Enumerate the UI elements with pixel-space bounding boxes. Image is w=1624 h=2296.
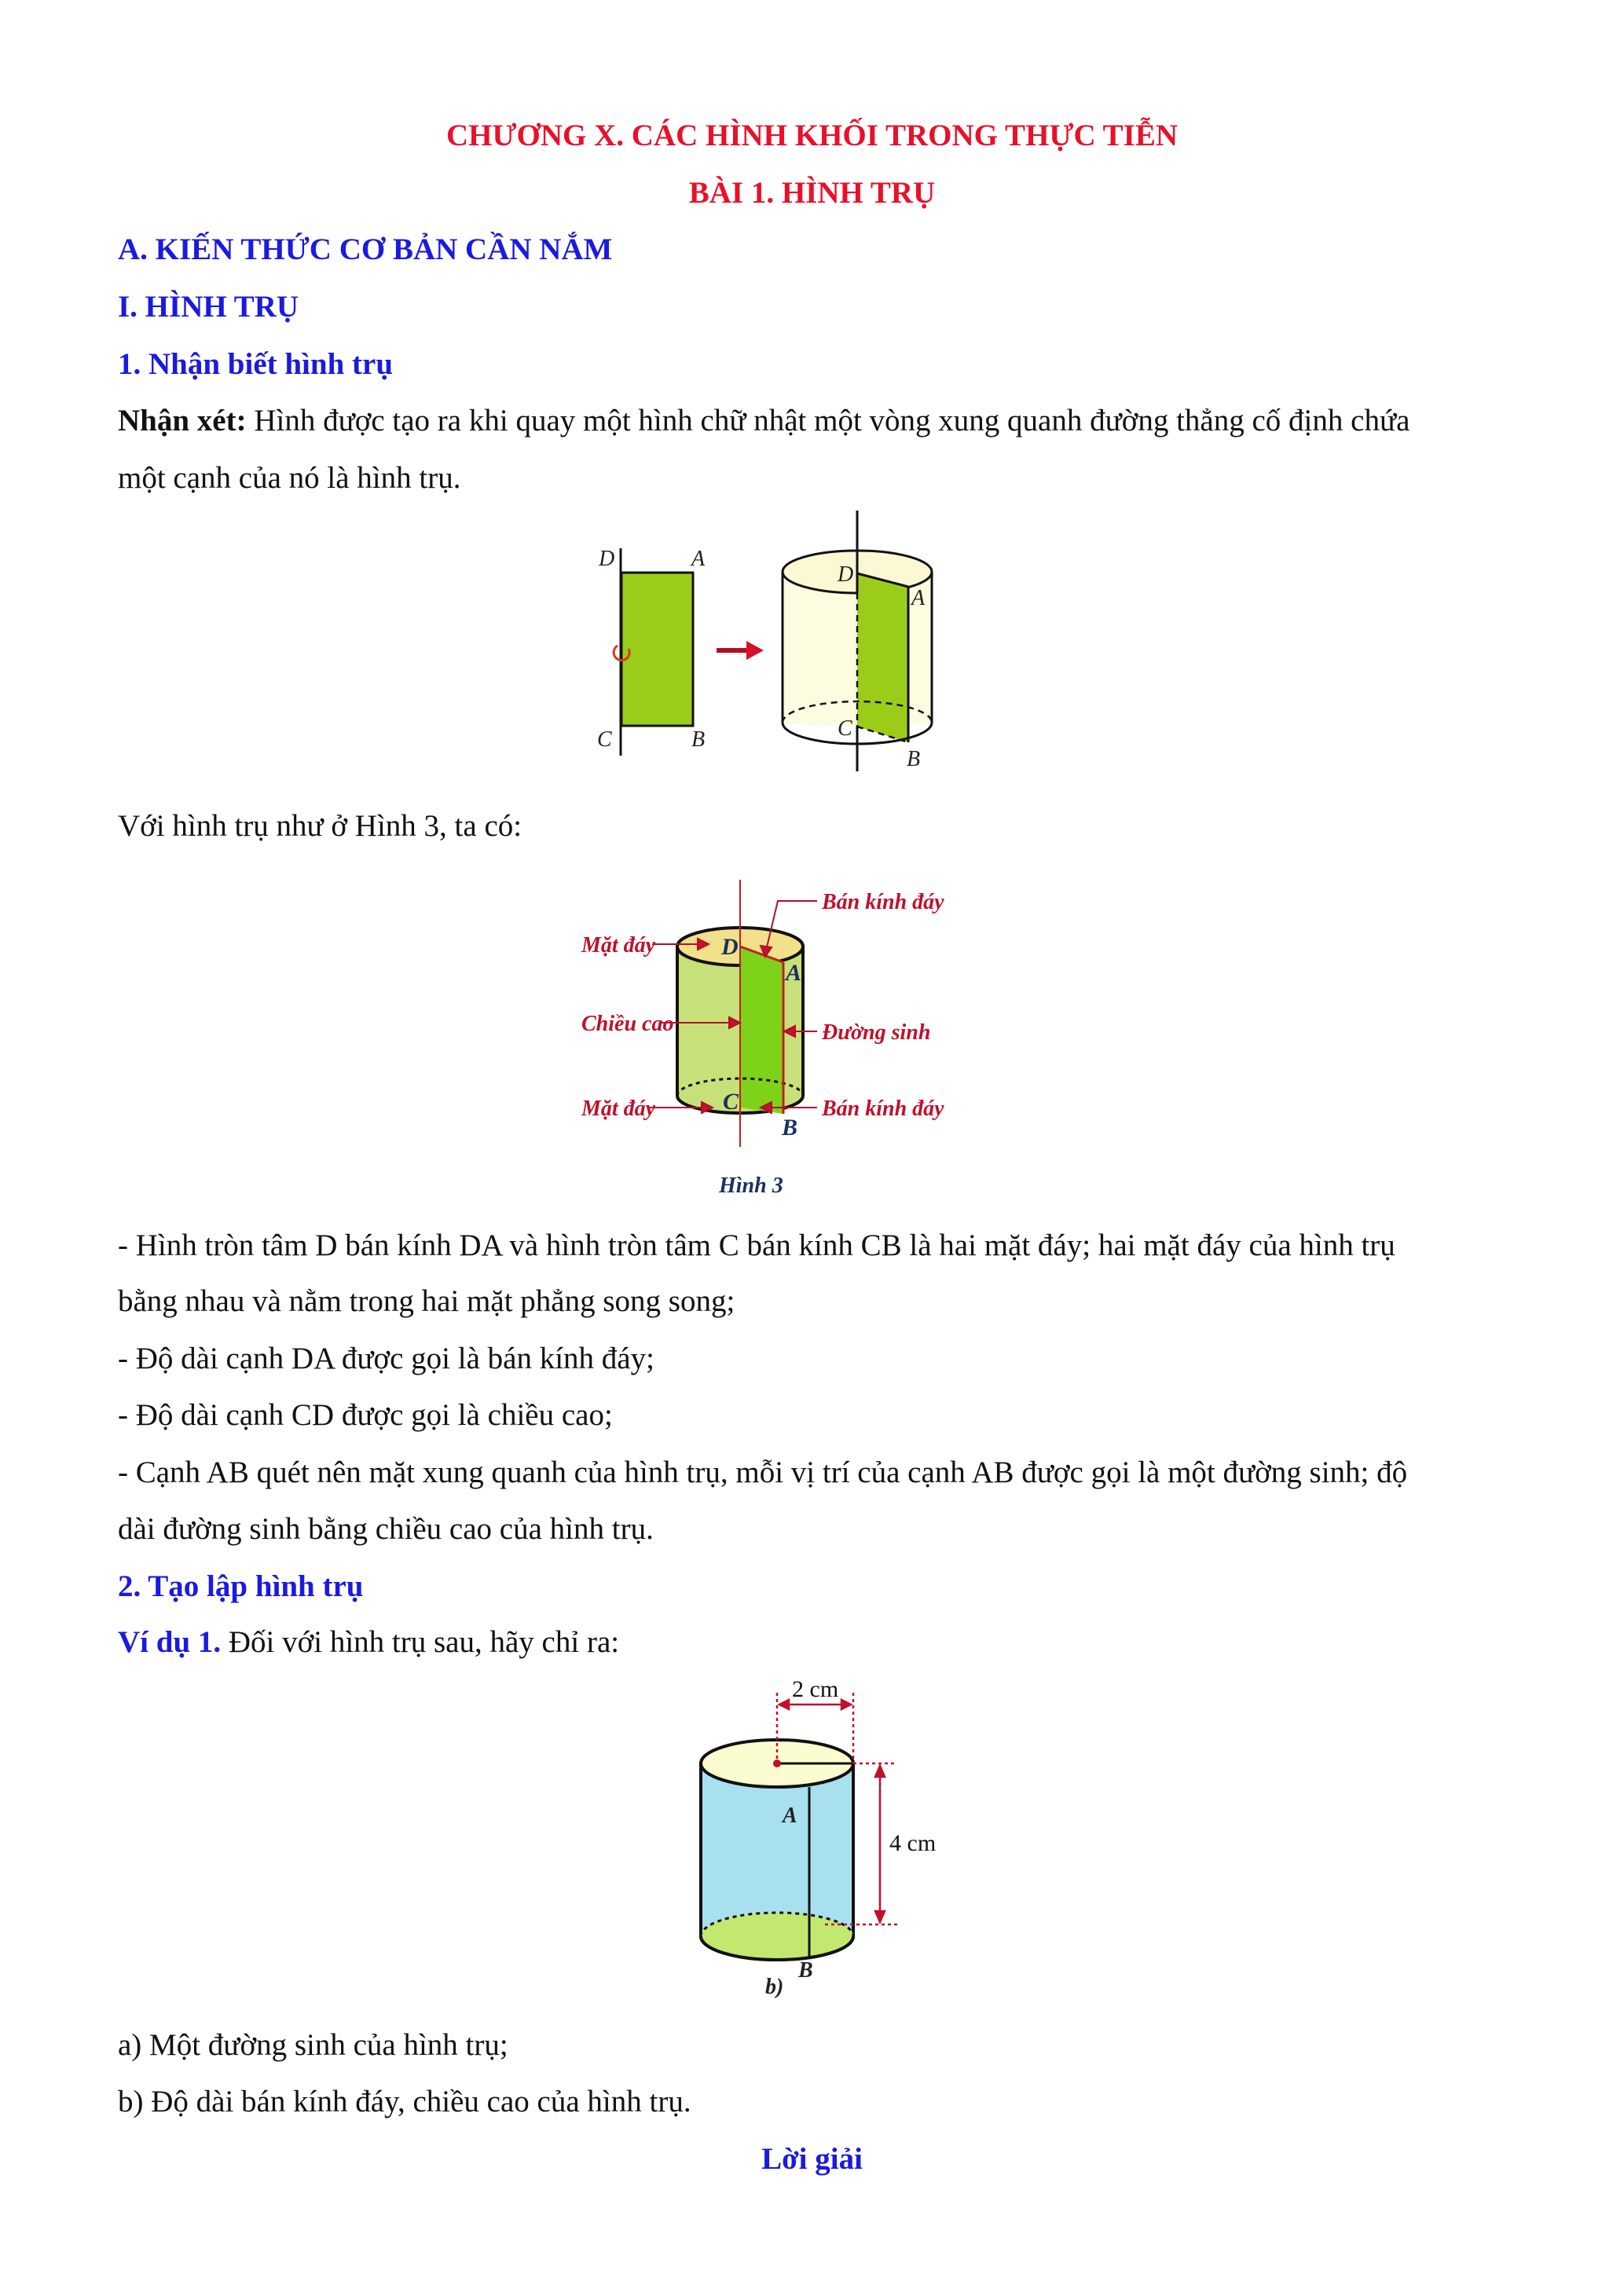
figb-label-b: B [798, 1958, 813, 1983]
arrow-icon [717, 641, 764, 660]
label-a: A [691, 547, 706, 571]
label-ban-kinh-top: Bán kính đáy [822, 890, 944, 914]
example-cylinder-figure [684, 1673, 966, 2011]
height-label: 4 cm [889, 1830, 937, 1856]
label-b: B [691, 727, 706, 752]
lesson-title: BÀI 1. HÌNH TRỤ [688, 176, 936, 210]
example-text: Đối với hình trụ sau, hãy chỉ ra: [221, 1625, 620, 1659]
bullet-4-cont: dài đường sinh bằng chiều cao của hình trụ. [118, 1512, 654, 1546]
label-chieu-cao: Chiều cao [581, 1012, 674, 1036]
fig3-label-a: A [786, 960, 802, 986]
question-b: b) Độ dài bán kính đáy, chiều cao của hình trụ. [118, 2085, 691, 2118]
fig3-label-c: C [723, 1089, 739, 1115]
figb-label-a: A [783, 1803, 797, 1828]
cyl-label-b: B [907, 747, 921, 771]
remark-line-1 [118, 393, 1410, 449]
figb-caption: b) [765, 1975, 784, 1999]
example-1 [118, 1614, 619, 1671]
label-mat-day-top: Mặt đáy [581, 933, 656, 958]
fig3-label-d: D [721, 934, 739, 960]
cyl-label-a: A [911, 586, 926, 610]
bullet-2: - Độ dài cạnh DA được gọi là bán kính đáy; [118, 1342, 654, 1375]
section-i-heading: I. HÌNH TRỤ [118, 290, 299, 324]
label-mat-day-bottom: Mặt đáy [581, 1097, 656, 1121]
cyl-label-d: D [838, 562, 854, 587]
bullet-3: - Độ dài cạnh CD được gọi là chiều cao; [118, 1398, 613, 1432]
label-d: D [599, 547, 615, 571]
rotation-figure [581, 503, 1053, 785]
remark-line-2: một cạnh của nó là hình trụ. [118, 461, 461, 495]
subsection-2-heading: 2. Tạo lập hình trụ [118, 1569, 364, 1603]
subsection-1-heading: 1. Nhận biết hình trụ [118, 347, 394, 381]
radius-label: 2 cm [792, 1676, 839, 1702]
figure-3-labeled-cylinder [550, 864, 1100, 1218]
chapter-title: CHƯƠNG X. CÁC HÌNH KHỐI TRONG THỰC TIỄN [445, 119, 1179, 152]
figure-caption: Hình 3 [719, 1174, 783, 1198]
remark-text: Hình được tạo ra khi quay một hình chữ nhật một vòng xung quanh đường thẳng cố định chứa [246, 404, 1410, 438]
bullet-4: - Cạnh AB quét nên mặt xung quanh của hình trụ, mỗi vị trí của cạnh AB được gọi là một đường sinh; độ [118, 1456, 1408, 1489]
question-a: a) Một đường sinh của hình trụ; [118, 2028, 508, 2062]
example-label: Ví dụ 1. [118, 1625, 222, 1659]
label-duong-sinh: Đường sinh [822, 1020, 931, 1045]
cyl-label-c: C [838, 716, 852, 741]
fig3-label-b: B [782, 1115, 798, 1141]
label-c: C [597, 727, 612, 752]
solution-heading: Lời giải [761, 2142, 863, 2176]
remark-label: Nhận xét: [118, 404, 247, 438]
fig3-intro: Với hình trụ như ở Hình 3, ta có: [118, 809, 522, 843]
label-ban-kinh-bottom: Bán kính đáy [822, 1097, 944, 1121]
bullet-1: - Hình tròn tâm D bán kính DA và hình tròn tâm C bán kính CB là hai mặt đáy; hai mặt đáy của hình trụ [118, 1229, 1395, 1262]
bullet-1-cont: bằng nhau và nằm trong hai mặt phẳng song song; [118, 1284, 735, 1318]
section-a-heading: A. KIẾN THỨC CƠ BẢN CẦN NẮM [118, 233, 613, 266]
